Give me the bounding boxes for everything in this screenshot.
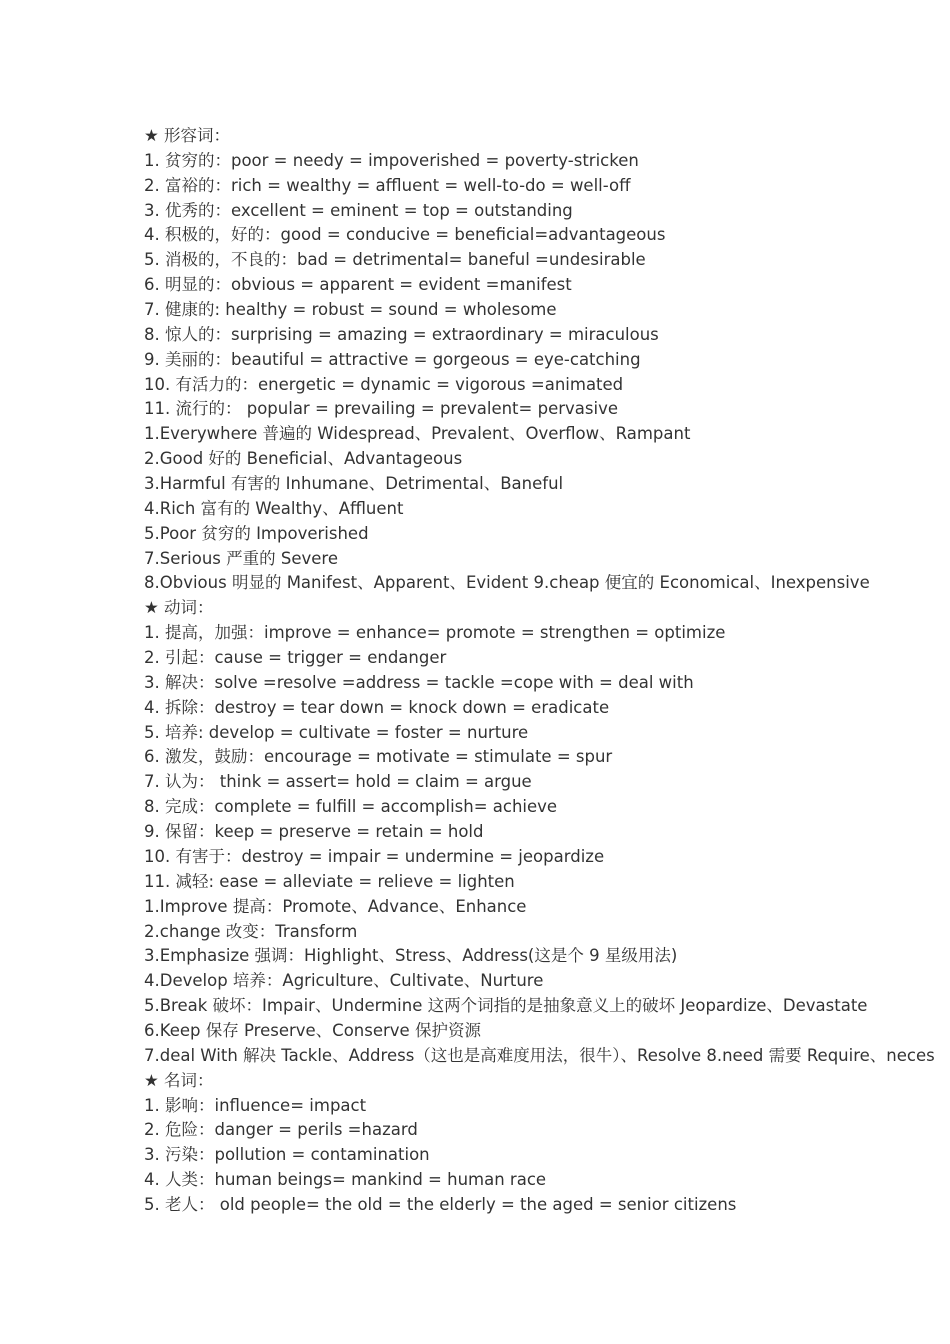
text-line: 6.Keep 保存 Preserve、Conserve 保护资源 <box>144 1020 481 1040</box>
text-line: 4. 积极的，好的：good = conducive = beneficial=advantageous <box>144 225 666 245</box>
text-line: 1. 提高，加强：improve = enhance= promote = strengthen = optimize <box>144 623 726 643</box>
text-line: 10. 有活力的：energetic = dynamic = vigorous =animated <box>144 374 624 394</box>
text-line: 4.Rich 富有的 Wealthy、Affluent <box>144 498 404 518</box>
text-line: 7.deal With 解决 Tackle、Address（这也是高难度用法，很牛）、Resolve 8.need 需要 Require、neces <box>144 1045 935 1065</box>
section-heading-nouns: ★ 名词： <box>144 1070 214 1090</box>
text-line: 11. 减轻: ease = alleviate = relieve = lighten <box>144 871 515 891</box>
text-line: 6. 明显的：obvious = apparent = evident =manifest <box>144 275 572 295</box>
text-line: 5.Break 破坏：Impair、Undermine 这两个词指的是抽象意义上的破坏 Jeopardize、Devastate <box>144 996 868 1016</box>
text-line: 4. 人类：human beings= mankind = human race <box>144 1170 547 1190</box>
text-line: 3.Emphasize 强调：Highlight、Stress、Address(这是个 9 星级用法) <box>144 946 678 966</box>
text-line: 5. 消极的，不良的：bad = detrimental= baneful =undesirable <box>144 250 646 270</box>
text-line: 7. 认为： think = assert= hold = claim = argue <box>144 772 532 792</box>
text-line: 7. 健康的: healthy = robust = sound = wholesome <box>144 300 557 320</box>
text-line: 2. 危险：danger = perils =hazard <box>144 1120 418 1140</box>
text-line: 6. 激发，鼓励：encourage = motivate = stimulate = spur <box>144 747 613 767</box>
text-line: 11. 流行的： popular = prevailing = prevalent= pervasive <box>144 399 618 419</box>
text-line: 1.Improve 提高：Promote、Advance、Enhance <box>144 896 527 916</box>
text-line: 3.Harmful 有害的 Inhumane、Detrimental、Baneful <box>144 474 564 494</box>
text-line: 4. 拆除：destroy = tear down = knock down = eradicate <box>144 697 610 717</box>
vocabulary-text <box>144 124 950 1218</box>
text-line: 2. 引起：cause = trigger = endanger <box>144 648 447 668</box>
text-line: 4.Develop 培养：Agriculture、Cultivate、Nurture <box>144 971 544 991</box>
text-line: 5. 培养: develop = cultivate = foster = nurture <box>144 722 529 742</box>
text-line: 2.change 改变：Transform <box>144 921 358 941</box>
text-line: 8. 惊人的：surprising = amazing = extraordinary = miraculous <box>144 324 659 344</box>
text-line: 10. 有害于：destroy = impair = undermine = jeopardize <box>144 846 605 866</box>
text-line: 8.Obvious 明显的 Manifest、Apparent、Evident 9.cheap 便宜的 Economical、Inexpensive <box>144 573 870 593</box>
text-line: 8. 完成：complete = fulfill = accomplish= achieve <box>144 797 558 817</box>
text-line: 3. 污染：pollution = contamination <box>144 1145 430 1165</box>
text-line: 3. 优秀的：excellent = eminent = top = outstanding <box>144 200 573 220</box>
text-line: 2.Good 好的 Beneficial、Advantageous <box>144 449 463 469</box>
text-line: 9. 保留：keep = preserve = retain = hold <box>144 822 484 842</box>
text-line: 7.Serious 严重的 Severe <box>144 548 338 568</box>
text-line: 1.Everywhere 普遍的 Widespread、Prevalent、Overflow、Rampant <box>144 424 691 444</box>
text-line: 1. 贫穷的：poor = needy = impoverished = poverty-stricken <box>144 150 639 170</box>
section-heading-adjectives: ★ 形容词： <box>144 126 231 145</box>
text-line: 2. 富裕的：rich = wealthy = affluent = well-to-do = well-off <box>144 175 631 195</box>
text-line: 9. 美丽的：beautiful = attractive = gorgeous = eye-catching <box>144 349 641 369</box>
section-heading-verbs: ★ 动词： <box>144 598 214 618</box>
text-line: 5. 老人： old people= the old = the elderly = the aged = senior citizens <box>144 1194 737 1214</box>
text-line: 1. 影响：influence= impact <box>144 1095 367 1115</box>
text-line: 5.Poor 贫穷的 Impoverished <box>144 523 369 543</box>
text-line: 3. 解决：solve =resolve =address = tackle =cope with = deal with <box>144 672 694 692</box>
